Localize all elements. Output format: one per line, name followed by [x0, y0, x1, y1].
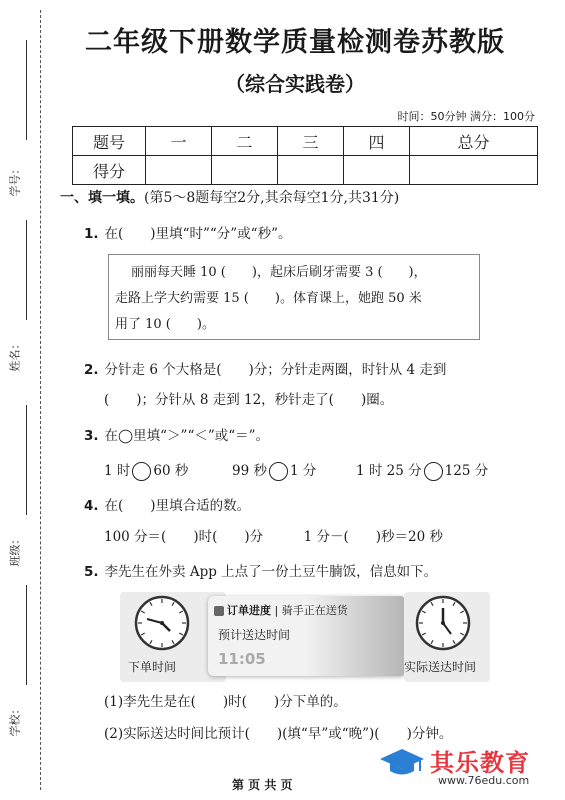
student-id-label: 学号： — [8, 163, 21, 197]
score-table-cell: 二 — [211, 127, 277, 156]
question-number: 3. — [84, 428, 99, 444]
estimate-label: 预计送达时间 — [218, 628, 291, 642]
section-heading — [60, 187, 399, 207]
question-2-line-2: ( )；分针从 8 走到 12，秒针走了( )圈。 — [104, 392, 394, 408]
compare-item — [232, 459, 316, 481]
order-progress-card — [208, 596, 406, 676]
brand-watermark — [380, 743, 560, 787]
question-text: 在◯里填“＞”“＜”或“＝”。 — [104, 428, 270, 444]
name-line — [26, 220, 27, 320]
name-label: 姓名： — [8, 338, 21, 372]
score-table-header-row — [73, 127, 538, 156]
score-input-cell[interactable] — [146, 156, 212, 185]
school-line — [26, 585, 27, 685]
page-title: 二年级下册数学质量检测卷苏教版 — [85, 27, 505, 58]
class-label: 班级： — [8, 533, 21, 567]
compare-item — [356, 459, 488, 481]
compare-circle[interactable] — [132, 462, 151, 481]
compare-right: 125 分 — [444, 463, 489, 479]
score-table-cell: 得分 — [73, 156, 146, 185]
question-text: 在( )里填合适的数。 — [104, 498, 251, 514]
school-label: 学校： — [8, 703, 21, 737]
section-rule: (第5～8题每空2分,其余每空1分,共31分) — [144, 190, 400, 206]
order-status: 订单进度 — [227, 604, 271, 617]
compare-circle[interactable] — [424, 462, 443, 481]
compare-left: 1 时 — [104, 463, 131, 479]
order-box-icon — [214, 606, 224, 616]
compare-item — [104, 459, 188, 481]
score-input-cell[interactable] — [343, 156, 409, 185]
question-5 — [84, 560, 437, 580]
brand-url: www.76edu.com — [438, 774, 530, 787]
score-table-score-row — [73, 156, 538, 185]
order-time-label: 下单时间 — [128, 660, 177, 674]
score-table — [72, 126, 538, 185]
passage-line: 丽丽每天睡 10 ( )，起床后刷牙需要 3 ( )， — [131, 265, 427, 280]
binding-dashed-line — [40, 10, 41, 790]
status-divider: | — [271, 604, 282, 617]
score-input-cell[interactable] — [409, 156, 537, 185]
question-number: 2. — [84, 362, 99, 378]
score-table-cell: 一 — [146, 127, 212, 156]
compare-circle[interactable] — [269, 462, 288, 481]
score-input-cell[interactable] — [211, 156, 277, 185]
compare-left: 99 秒 — [232, 463, 267, 479]
score-table-cell: 四 — [343, 127, 409, 156]
score-input-cell[interactable] — [277, 156, 343, 185]
compare-right: 1 分 — [289, 463, 317, 479]
question-number: 1. — [84, 226, 99, 242]
question-2 — [84, 358, 446, 378]
score-table-cell: 题号 — [73, 127, 146, 156]
question-4 — [84, 494, 250, 514]
order-status-line — [214, 602, 348, 618]
score-table-cell: 三 — [277, 127, 343, 156]
brand-name: 其乐教育 — [430, 749, 530, 777]
delivery-time-label: 实际送达时间 — [404, 660, 477, 674]
delivery-time-clock-icon — [414, 594, 472, 652]
section-title: 一、填一填。 — [60, 190, 144, 206]
rider-status: 骑手正在送货 — [281, 604, 348, 617]
question-1-passage-box — [108, 254, 480, 340]
question-1 — [84, 222, 291, 242]
passage-line: 走路上学大约需要 15 ( )。体育课上，她跑 50 米 — [115, 291, 422, 306]
question-3 — [84, 424, 269, 444]
passage-line: 用了 10 ( )。 — [115, 317, 215, 332]
question-text: 李先生在外卖 App 上点了一份土豆牛腩饭，信息如下。 — [104, 564, 438, 580]
question-text: 在( )里填“时”“分”或“秒”。 — [104, 226, 292, 242]
question-number: 5. — [84, 564, 99, 580]
class-line — [26, 405, 27, 515]
page-subtitle: （综合实践卷） — [225, 72, 365, 96]
question-5-sub-2: (2)实际送达时间比预计( )(填“早”或“晚”)( )分钟。 — [104, 726, 453, 742]
question-text: 分针走 6 个大格是( )分；分针走两圈，时针从 4 走到 — [104, 362, 447, 378]
compare-left: 1 时 25 分 — [356, 463, 422, 479]
question-5-sub-1: (1)李先生是在( )时( )分下单的。 — [104, 694, 347, 710]
question-4-equations: 100 分＝( )时( )分 1 分－( )秒＝20 秒 — [104, 529, 444, 545]
order-time-clock-icon — [133, 594, 191, 652]
compare-right: 60 秒 — [153, 463, 189, 479]
exam-time-info: 时间：50分钟 满分：100分 — [397, 110, 535, 123]
estimate-time: 11:05 — [218, 650, 266, 668]
student-id-line — [26, 40, 27, 140]
question-number: 4. — [84, 498, 99, 514]
graduation-cap-icon — [380, 747, 424, 779]
page-footer: 第 页 共 页 — [232, 778, 293, 792]
score-table-cell: 总分 — [409, 127, 537, 156]
